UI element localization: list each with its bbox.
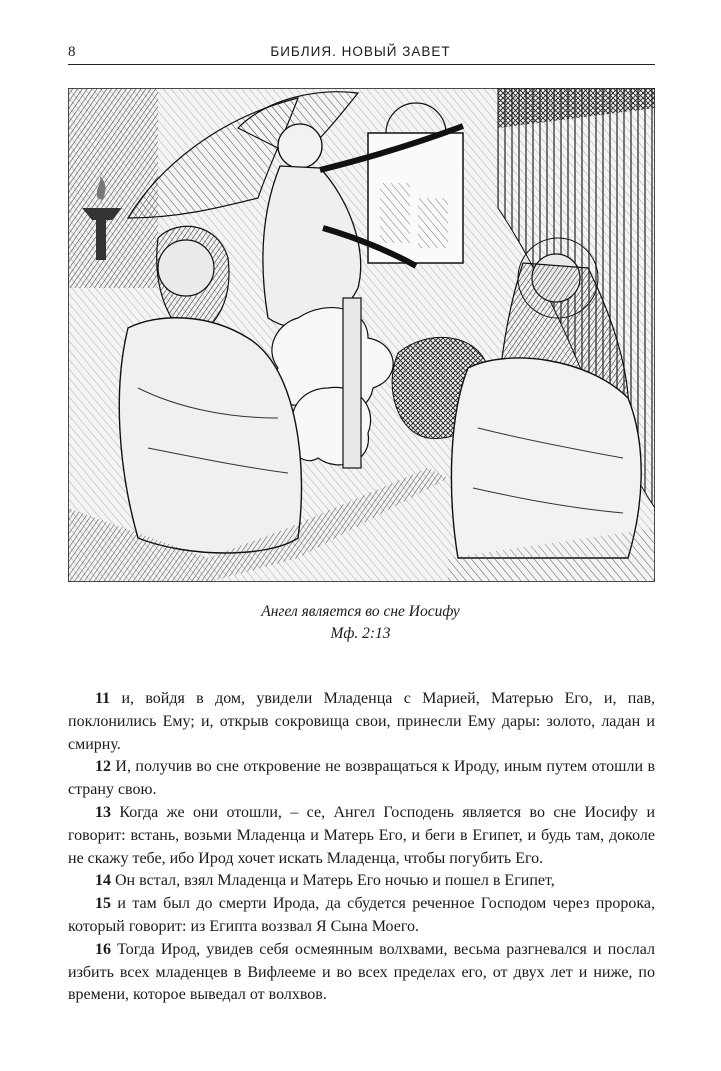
verse: [68, 870, 655, 893]
verse-text: И, получив во сне откровение не возвращаться к Ироду, иным путем отошли в страну свою.: [68, 758, 655, 799]
header-rule: [68, 64, 655, 65]
verse-number: 15: [95, 895, 111, 913]
verse-text: Он встал, взял Младенца и Матерь Его ночью и пошел в Египет,: [111, 872, 555, 890]
verse-number: 13: [95, 803, 111, 821]
body-text: [68, 688, 655, 1007]
verse-text: и там был до смерти Ирода, да сбудется реченное Господом через пророка, который говорит: из Египта воззвал Я Сына Моего.: [68, 895, 655, 935]
verse-number: 12: [95, 758, 111, 776]
figure-caption-title: Ангел является во сне Иосифу: [261, 603, 460, 620]
verse: [68, 939, 655, 1007]
verse: [68, 802, 655, 870]
verse: [68, 893, 655, 939]
verse: [68, 688, 655, 756]
verse: [68, 756, 655, 802]
engraving-illustration: [68, 88, 655, 582]
verse-number: 14: [95, 872, 111, 890]
verse-number: 16: [95, 940, 111, 958]
figure-caption-reference: Мф. 2:13: [330, 625, 391, 642]
verse-text: и, войдя в дом, увидели Младенца с Марией, Матерью Его, и, пав, поклонились Ему; и, открыв сокровища свои, принесли Ему дары: золото, ладан и смирну.: [68, 690, 655, 753]
page-number: 8: [68, 44, 76, 60]
verse-text: Когда же они отошли, – се, Ангел Господень является во сне Иосифу и говорит: встань, возьми Младенца и Матерь Его, и беги в Египет, и будь там, доколе не скажу тебе, ибо Ирод хочет искать Младенца, чтобы погубить Его.: [68, 803, 655, 867]
running-head: БИБЛИЯ. НОВЫЙ ЗАВЕТ: [270, 44, 451, 59]
verse-number: 11: [95, 690, 111, 707]
verse-text: Тогда Ирод, увидев себя осмеянным волхвами, весьма разгневался и послал избить всех младенцев в Вифлееме и во всех пределах его, от двух лет и ниже, по времени, которое выведал от волхвов.: [68, 940, 655, 1004]
